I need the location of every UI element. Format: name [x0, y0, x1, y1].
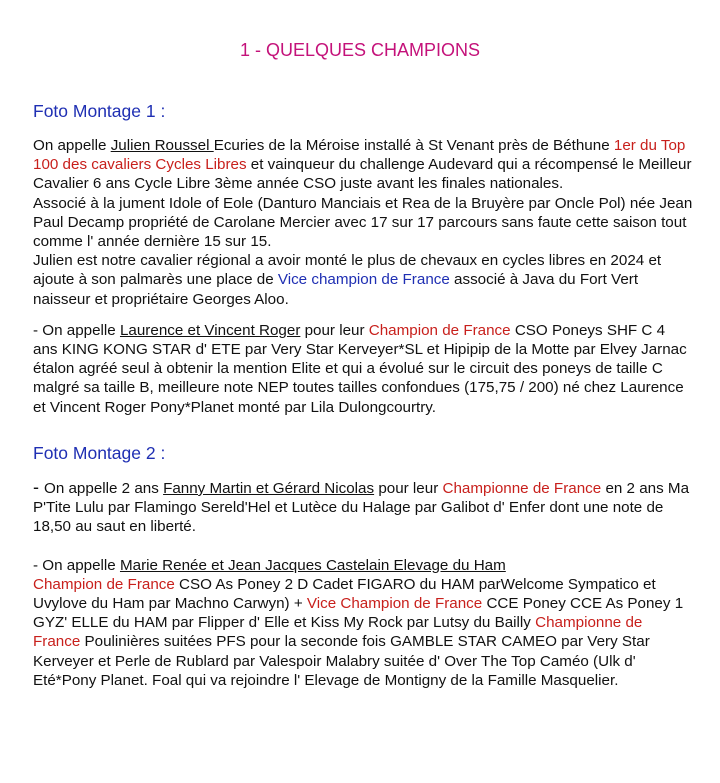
text-span: - On appelle [33, 321, 120, 339]
person-name-fanny-martin-gerard-nicolas: Fanny Martin et Gérard Nicolas [163, 480, 375, 497]
text-span: Ecuries de la Méroise installé à St Venant près de Béthune [213, 137, 614, 154]
paragraph-castelain [33, 556, 693, 690]
paragraph-laurence-vincent-roger [33, 321, 693, 417]
section-1-body [33, 136, 693, 417]
highlight-championne-de-france: Championne de France [33, 614, 643, 651]
paragraph-fanny-martin [33, 478, 693, 537]
person-name-castelain: Marie Renée et Jean Jacques Castelain Elevage du Ham [119, 556, 506, 574]
section-2-body [33, 478, 693, 690]
text-span: associé à Java du Fort Vert naisseur et propriétaire Georges Aloo. [33, 271, 639, 308]
text-span: - On appelle [33, 556, 120, 574]
text-span: Julien est notre cavalier régional a avoir monté le plus de chevaux en cycles libres en 2024 et ajoute à son palmarès une place de [33, 252, 662, 289]
text-span: - [33, 477, 44, 497]
highlight-top-100: 1er du Top 100 des cavaliers Cycles Libres [33, 137, 686, 174]
highlight-champion-de-france: Champion de France [33, 575, 175, 593]
paragraph-julien-roussel [33, 136, 693, 194]
text-span: pour leur [300, 321, 369, 339]
paragraph-palmares [33, 251, 693, 309]
text-span: Poulinières suitées PFS pour la seconde fois GAMBLE STAR CAMEO par Very Star Kerveyer et Perle de Rublard par Valespoir Malabry suitée d' Over The Top Caméo (Ulk d' Eté*Pony Planet. Foal qui va rejoindre l' Elevage de Montigny de la Famille Masquelier. [33, 633, 650, 689]
text-span: pour leur [374, 480, 443, 497]
highlight-championne-de-france: Championne de France [442, 480, 602, 497]
highlight-vice-champion: Vice champion de France [277, 271, 450, 289]
paragraph-idole-eole: Associé à la jument Idole of Eole (Danturo Manciais et Rea de la Bruyère par Oncle Pol) née Jean Paul Decamp propriété de Carolane Mercier avec 17 sur 17 parcours sans faute cette saison tout comme l' année dernière 15 sur 15. [33, 194, 693, 251]
text-span: et vainqueur du challenge Audevard qui a récompensé le Meilleur Cavalier 6 ans Cycle Libre 3ème année CSO juste avant les finales nationales. [33, 156, 692, 193]
text-span: CSO Poneys SHF C 4 ans KING KONG STAR d' ETE par Very Star Kerveyer*SL et Hipipip de la Motte par Elvey Jarnac étalon agréé seul à obtenir la mention Elite et qui a évolué sur le circuit des poneys de taille C malgré sa taille B, meilleure note NEP toutes tailles confondues (175,75 / 200) né chez Laurence et Vincent Roger Pony*Planet monté par Lila Dulongcourtry. [33, 321, 687, 416]
text-span: en 2 ans Ma P'Tite Lulu par Flamingo Sereld'Hel et Lutèce du Halage par Galibot d' Enfer dont une note de 18,50 au saut en liberté. [33, 480, 690, 536]
person-name-laurence-vincent-roger: Laurence et Vincent Roger [119, 321, 301, 339]
highlight-champion-de-france: Champion de France [368, 321, 511, 339]
page-title: 1 - QUELQUES CHAMPIONS [239, 40, 481, 60]
text-span: On appelle 2 ans [44, 480, 164, 497]
text-span: CCE Poney CCE As Poney 1 GYZ' ELLE du HAM par Flipper d' Elle et Kiss My Rock par Lutsy du Bailly [33, 595, 684, 632]
highlight-vice-champion-de-france: Vice Champion de France [306, 595, 483, 613]
section-heading-foto-montage-2: Foto Montage 2 : [33, 443, 166, 463]
section-heading-foto-montage-1: Foto Montage 1 : [33, 101, 166, 121]
text-span: On appelle [33, 137, 111, 154]
person-name-julien-roussel: Julien Roussel [110, 137, 214, 154]
text-span: CSO As Poney 2 D Cadet FIGARO du HAM parWelcome Sympatico et Uvylove du Ham par Machno Carwyn) + [33, 575, 656, 613]
